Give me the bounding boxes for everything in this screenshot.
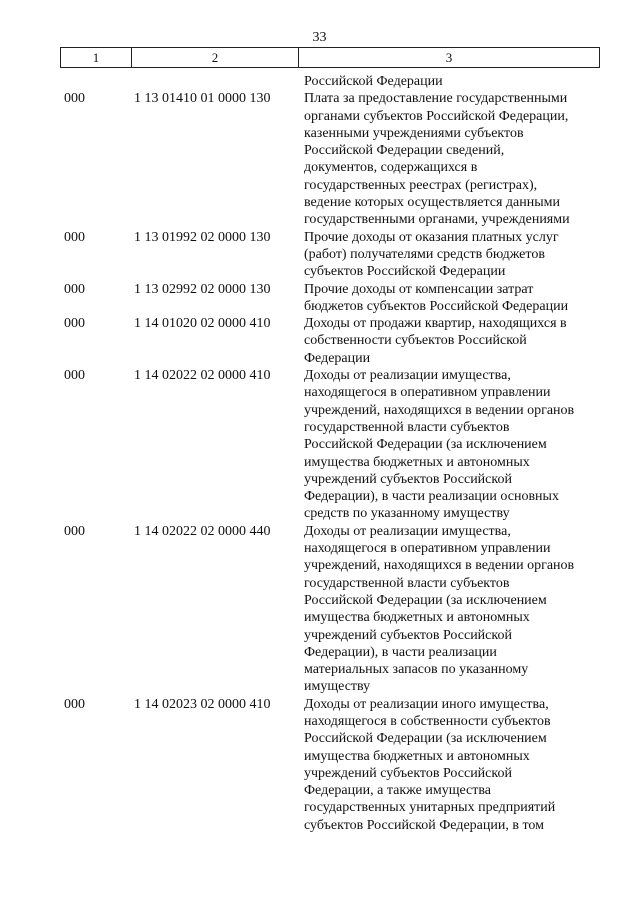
description-line: государственными органами, учреждениями	[304, 212, 570, 228]
description-line: Доходы от продажи квартир, находящихся в	[304, 316, 567, 332]
description-line: Доходы от реализации иного имущества,	[304, 696, 549, 712]
description-line: учреждений субъектов Российской	[304, 627, 512, 643]
revenue-description	[304, 229, 604, 281]
description-line: Российской Федерации (за исключением	[304, 592, 547, 608]
table-row	[0, 229, 639, 281]
description-line: учреждений, находящихся в ведении органов	[304, 558, 575, 574]
table-row	[0, 281, 639, 316]
description-line: государственной власти субъектов	[304, 419, 510, 435]
description-line: Федерации, а также имущества	[304, 783, 492, 799]
page-number: 33	[312, 30, 327, 45]
description-line: Российской Федерации сведений,	[304, 143, 505, 159]
budget-classification-code	[128, 73, 304, 90]
column-header-row	[61, 48, 600, 68]
revenue-description	[304, 90, 604, 228]
description-line: Прочие доходы от оказания платных услуг	[304, 229, 559, 245]
description-line: Российской Федерации	[304, 74, 443, 89]
description-line: материальных запасов по указанному	[304, 662, 529, 678]
admin-code: 000	[64, 316, 85, 332]
column-header-2: 2	[132, 48, 299, 68]
description-line: находящегося в собственности субъектов	[304, 713, 551, 729]
budget-classification-code: 1 14 02022 02 0000 410	[134, 368, 271, 384]
description-line: государственной власти субъектов	[304, 575, 510, 591]
admin-code: 000	[64, 281, 85, 297]
description-line: Федерации), в части реализации основных	[304, 489, 559, 505]
budget-classification-code: 1 14 01020 02 0000 410	[134, 316, 271, 332]
budget-classification-code: 1 13 02992 02 0000 130	[134, 281, 271, 297]
description-line: Федерации	[304, 350, 371, 366]
description-line: Доходы от реализации имущества,	[304, 523, 511, 539]
revenue-description	[304, 696, 604, 834]
table-row	[0, 315, 639, 367]
description-line: государственных реестрах (регистрах),	[304, 177, 538, 193]
column-header-3: 3	[299, 48, 600, 68]
budget-classification-code: 1 13 01992 02 0000 130	[134, 229, 271, 245]
table-row	[0, 523, 639, 696]
description-line: учреждений, находящихся в ведении органов	[304, 402, 575, 418]
table-row	[0, 73, 639, 90]
description-line: государственных унитарных предприятий	[304, 800, 556, 816]
description-line: (работ) получателями средств бюджетов	[304, 246, 545, 262]
revenue-code-list	[0, 73, 639, 834]
table-row	[0, 90, 639, 228]
description-line: казенными учреждениями субъектов	[304, 125, 524, 141]
description-line: имущества бюджетных и автономных	[304, 454, 530, 470]
admin-code: 000	[64, 368, 85, 384]
description-line: Российской Федерации (за исключением	[304, 731, 547, 747]
revenue-description	[304, 281, 604, 316]
description-line: бюджетов субъектов Российской Федерации	[304, 298, 569, 314]
revenue-description	[304, 367, 604, 523]
description-line: Российской Федерации (за исключением	[304, 437, 547, 453]
description-line: Плата за предоставление государственными	[304, 91, 568, 107]
description-line: документов, содержащихся в	[304, 160, 478, 176]
table-row	[0, 696, 639, 834]
description-line: имущества бюджетных и автономных	[304, 610, 530, 626]
admin-code: 000	[64, 696, 85, 712]
description-line: Федерации), в части реализации	[304, 644, 497, 660]
description-line: субъектов Российской Федерации	[304, 264, 506, 280]
description-line: органами субъектов Российской Федерации,	[304, 108, 569, 124]
description-line: Доходы от реализации имущества,	[304, 368, 511, 384]
description-line: средств по указанному имуществу	[304, 506, 510, 522]
revenue-description	[304, 315, 604, 367]
description-line: имуществу	[304, 679, 371, 695]
description-line: находящегося в оперативном управлении	[304, 385, 551, 401]
table-row	[0, 367, 639, 523]
description-line: учреждений субъектов Российской	[304, 471, 512, 487]
budget-classification-code: 1 14 02022 02 0000 440	[134, 523, 271, 539]
budget-classification-code: 1 13 01410 01 0000 130	[134, 91, 271, 107]
description-line: имущества бюджетных и автономных	[304, 748, 530, 764]
admin-code: 000	[64, 523, 85, 539]
column-header-table	[60, 47, 600, 68]
revenue-description	[304, 523, 604, 696]
admin-code: 000	[64, 91, 85, 107]
admin-code: 000	[64, 229, 85, 245]
description-line: субъектов Российской Федерации, в том	[304, 817, 544, 833]
description-line: Прочие доходы от компенсации затрат	[304, 281, 534, 297]
admin-code	[0, 73, 128, 90]
description-line: ведение которых осуществляется данными	[304, 195, 560, 211]
revenue-description	[304, 73, 604, 90]
description-line: учреждений субъектов Российской	[304, 765, 512, 781]
description-line: собственности субъектов Российской	[304, 333, 527, 349]
description-line: находящегося в оперативном управлении	[304, 541, 551, 557]
budget-classification-code: 1 14 02023 02 0000 410	[134, 696, 271, 712]
column-header-1: 1	[61, 48, 132, 68]
